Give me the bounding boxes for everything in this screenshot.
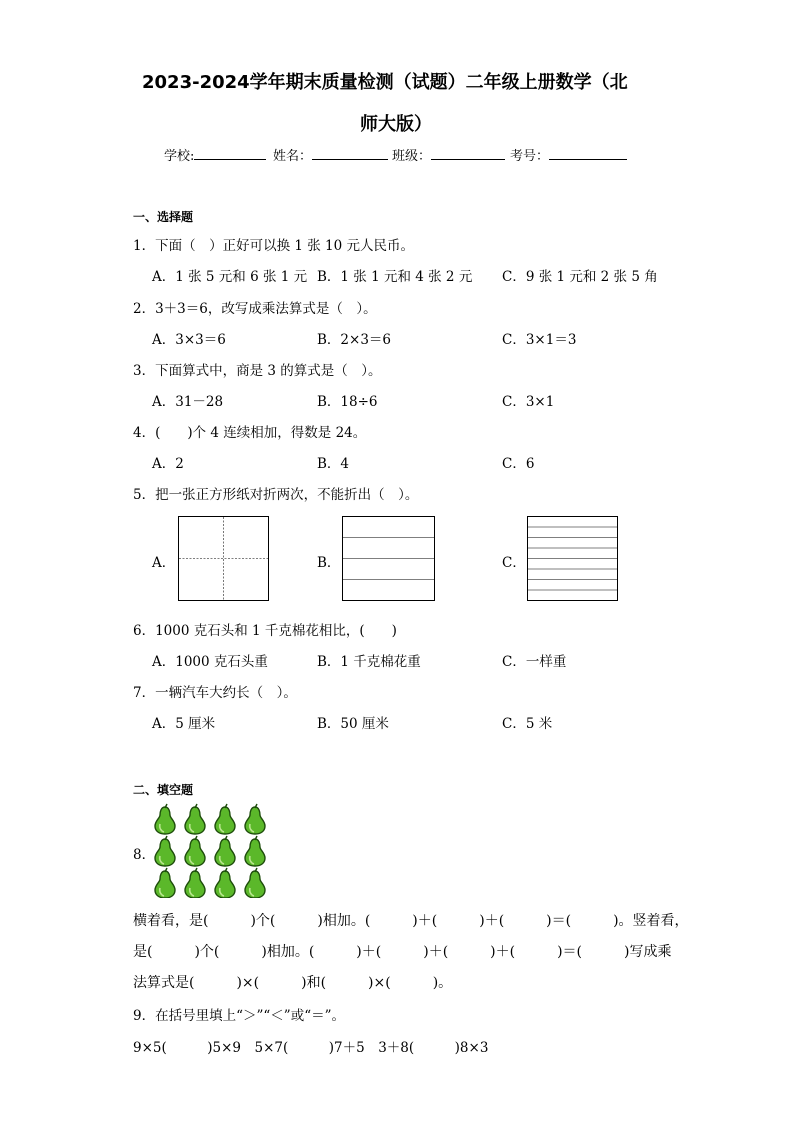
- page-title-line2: 师大版）: [360, 114, 432, 135]
- question-2-option-c[interactable]: C．3×1＝3: [502, 332, 577, 348]
- question-5-option-b[interactable]: B．: [317, 555, 341, 571]
- pear-icon: [185, 868, 205, 898]
- pear-icon: [185, 804, 205, 834]
- question-7-option-c[interactable]: C．5 米: [502, 716, 553, 732]
- pear-icon: [155, 836, 175, 866]
- question-7-option-a[interactable]: A．5 厘米: [152, 716, 216, 732]
- number-field[interactable]: [510, 145, 627, 164]
- question-6-option-b[interactable]: B．1 千克棉花重: [317, 654, 421, 670]
- question-3-stem: 3．下面算式中，商是 3 的算式是（ ）。: [133, 363, 382, 379]
- question-2-stem: 2．3＋3＝6，改写成乘法算式是（ ）。: [133, 301, 377, 317]
- pear-grid-figure: [150, 802, 272, 898]
- pear-icon: [245, 836, 265, 866]
- question-8-label: 8．: [133, 847, 156, 863]
- pear-icon: [215, 868, 235, 898]
- question-5-stem: 5．把一张正方形纸对折两次，不能折出（ ）。: [133, 487, 419, 503]
- question-6-option-a[interactable]: A．1000 克石头重: [152, 654, 268, 670]
- school-field[interactable]: [164, 145, 266, 164]
- question-9-expressions: 9×5( )5×9 5×7( )7＋5 3＋8( )8×3: [133, 1040, 489, 1056]
- question-7-stem: 7．一辆汽车大约长（ ）。: [133, 685, 297, 701]
- question-8-line-3: 法算式是( )×( )和( )×( )。: [133, 975, 453, 991]
- question-3-option-b[interactable]: B．18÷6: [317, 394, 378, 410]
- class-label: 班级：: [392, 149, 432, 164]
- pear-icon: [155, 804, 175, 834]
- name-field[interactable]: [273, 145, 388, 164]
- folded-square-strips-figure: [342, 516, 436, 602]
- question-3-option-c[interactable]: C．3×1: [502, 394, 555, 410]
- pear-icon: [155, 868, 175, 898]
- question-4-stem: 4．( )个 4 连续相加，得数是 24。: [133, 425, 367, 441]
- question-5-option-c[interactable]: C．: [502, 555, 526, 571]
- pear-icon: [245, 804, 265, 834]
- section-heading-fill-blank: 二、填空题: [133, 783, 194, 797]
- question-4-option-b[interactable]: B．4: [317, 456, 350, 472]
- question-1-option-a[interactable]: A．1 张 5 元和 6 张 1 元: [152, 269, 308, 285]
- question-2-option-a[interactable]: A．3×3＝6: [152, 332, 226, 348]
- question-2-option-b[interactable]: B．2×3＝6: [317, 332, 391, 348]
- page-title-line1: 2023-2024学年期末质量检测（试题）二年级上册数学（北: [142, 72, 628, 93]
- question-9-stem: 9．在括号里填上“＞”“＜”或“＝”。: [133, 1008, 345, 1024]
- question-6-stem: 6．1000 克石头和 1 千克棉花相比，( ): [133, 623, 397, 639]
- folded-square-eighths-figure: [527, 516, 619, 602]
- question-6-option-c[interactable]: C．一样重: [502, 654, 567, 670]
- pear-icon: [245, 868, 265, 898]
- pear-icon: [215, 804, 235, 834]
- pear-icon: [185, 836, 205, 866]
- question-5-option-a[interactable]: A．: [152, 555, 176, 571]
- pear-icon: [215, 836, 235, 866]
- question-8-line-1: 横着看，是( )个( )相加。( )＋( )＋( )＝( )。竖着看，: [133, 913, 689, 929]
- section-heading-choice: 一、选择题: [133, 210, 194, 224]
- question-8-line-2: 是( )个( )相加。( )＋( )＋( )＋( )＝( )写成乘: [133, 944, 672, 960]
- question-4-option-c[interactable]: C．6: [502, 456, 535, 472]
- question-7-option-b[interactable]: B．50 厘米: [317, 716, 389, 732]
- question-1-option-c[interactable]: C．9 张 1 元和 2 张 5 角: [502, 269, 658, 285]
- question-4-option-a[interactable]: A．2: [152, 456, 184, 472]
- question-1-stem: 1．下面（ ）正好可以换 1 张 10 元人民币。: [133, 238, 415, 254]
- name-label: 姓名：: [273, 149, 313, 164]
- number-label: 考号：: [510, 149, 550, 164]
- question-1-option-b[interactable]: B．1 张 1 元和 4 张 2 元: [317, 269, 473, 285]
- folded-square-quarters-figure: [178, 516, 270, 602]
- class-field[interactable]: [392, 145, 505, 164]
- school-label: 学校:: [164, 149, 195, 164]
- question-3-option-a[interactable]: A．31－28: [152, 394, 224, 410]
